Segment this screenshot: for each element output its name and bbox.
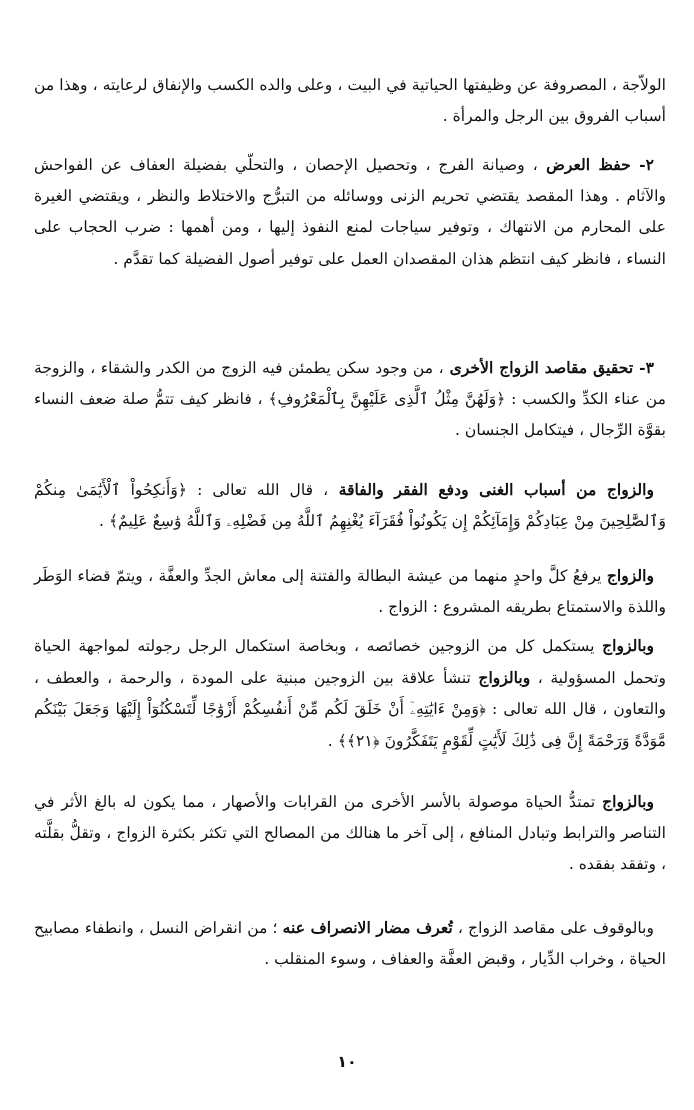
text-run: ، قال الله تعالى : (187, 481, 329, 499)
paragraph-3-marriage-aims (34, 352, 666, 447)
paragraph-5 (34, 560, 666, 623)
text-run: تنشأ علاقة بين الزوجين مبنية على المودة ، والرحمة ، والعطف ، والتعاون ، قال الله تعالى : (34, 669, 667, 719)
paragraph-6 (34, 630, 666, 757)
bold-heading: وبالزواج (602, 636, 654, 655)
text-run: ، وصيانة الفرج ، وتحصيل الإحصان ، والتحلّي بفضيلة العفاف عن الفواحش والآثام . وهذا المقصد يقتضي تحريم الزنى ووسائله من التبرُّج والاختلاط والنظر ، ويقتضي الغيرة على المحارم من الانتهاك ، وتوفير سياجات لمنع النفوذ إليها ، ومن أهمها : ضرب الحجاب على النساء ، فانظر كيف انتظم هذان المقصدان العمل على توفير أصول الفضيلة كما تقدَّم . (34, 156, 666, 268)
bold-heading: والزواج من أسباب الغنى ودفع الفقر والفاقة (328, 480, 655, 499)
text-run: . (99, 512, 109, 531)
quran-verse: ﴿وَلَهُنَّ مِثْلُ ٱلَّذِى عَلَيْهِنَّ بِٱلْمَعْرُوفِ﴾ (268, 390, 506, 409)
text-run: ، من وجود سكن يطمئن فيه الزوج من الكدر والشقاء ، والزوجة من عناء الكدِّ والكسب : (34, 359, 667, 409)
quran-verse: ﴿وَمِنْ ءَايَٰتِهِۦٓ أَنْ خَلَقَ لَكُم مِّنْ أَنفُسِكُمْ أَزْوَٰجًا لِّتَسْكُنُوٓاْ إِلَيْهَا وَجَعَلَ بَيْنَكُم مَّوَدَّةً وَرَحْمَةً إِنَّ فِى ذَٰلِكَ لَأَيَٰتٍ لِّقَوْمٍ يَتَفَكَّرُونَ ﴿٢١﴾﴾ (34, 700, 666, 750)
text-run: يرفعُ كلَّ واحدٍ منهما من عيشة البطالة والفتنة إلى معاش الجدِّ والعفَّة ، ويتمّ قضاء الوَطَر واللذة والاستمتاع بطريقه المشروع : الزواج . (34, 567, 666, 617)
page-number: ١٠ (337, 1052, 357, 1071)
bold-heading: تُعرف مضار الانصراف عنه (282, 918, 453, 937)
text-run: ، فانظر كيف تتمُّ صلة ضعف النساء بقوَّة الرِّجال ، فيتكامل الجنسان . (34, 390, 666, 440)
paragraph-2-chastity (34, 149, 666, 275)
bold-heading: والزواج (606, 566, 654, 585)
bold-heading: وبالزواج (478, 668, 531, 688)
bold-heading: ٢- حفظ العرض (537, 155, 654, 174)
bold-heading: وبالزواج (602, 792, 654, 811)
text-run: . (327, 731, 338, 750)
text-run: تمتدُّ الحياة موصولة بالأسر الأخرى من القرابات والأصهار ، مما يكون له بالغ الأثر في التناصر والترابط وتبادل المنافع ، إلى آخر ما هنالك من المصالح التي تكثر بكثرة الزواج ، وتقلُّ بقلَّته ، وتفقد بفقده . (34, 793, 666, 874)
text-run: الولاّجة ، المصروفة عن وظيفتها الحياتية في البيت ، وعلى والده الكسب والإنفاق لرعايته ، وهذا من أسباب الفروق بين الرجل والمرأة . (34, 76, 666, 126)
text-run: ؛ من انقراض النسل ، وانطفاء مصابيح الحياة ، وخراب الدِّيار ، وقبض العفَّة والعفاف ، وسوء المنقلب . (34, 919, 666, 969)
bold-heading: ٣- تحقيق مقاصد الزواج الأخرى (443, 358, 654, 377)
text-run: يستكمل كل من الزوجين خصائصه ، وبخاصة استكمال الرجل رجولته لمواجهة الحياة وتحمل المسؤولية ، (34, 637, 666, 688)
paragraph-8 (34, 912, 666, 975)
paragraph-7 (34, 786, 666, 881)
text-run: وبالوقوف على مقاصد الزواج ، (452, 919, 655, 937)
paragraph-4-wealth (34, 474, 666, 537)
quran-verse: ﴿وَأَنكِحُواْ ٱلْأَيَٰمَىٰ مِنكُمْ وَٱلصَّٰلِحِينَ مِنْ عِبَادِكُمْ وَإِمَآئِكُمْ إِن يَكُونُواْ فُقَرَآءَ يُغْنِهِمُ ٱللَّهُ مِن فَضْلِهِۦ وَٱللَّهُ وَٰسِعٌ عَلِيمٌ﴾ (34, 481, 666, 531)
paragraph-1 (34, 70, 666, 132)
